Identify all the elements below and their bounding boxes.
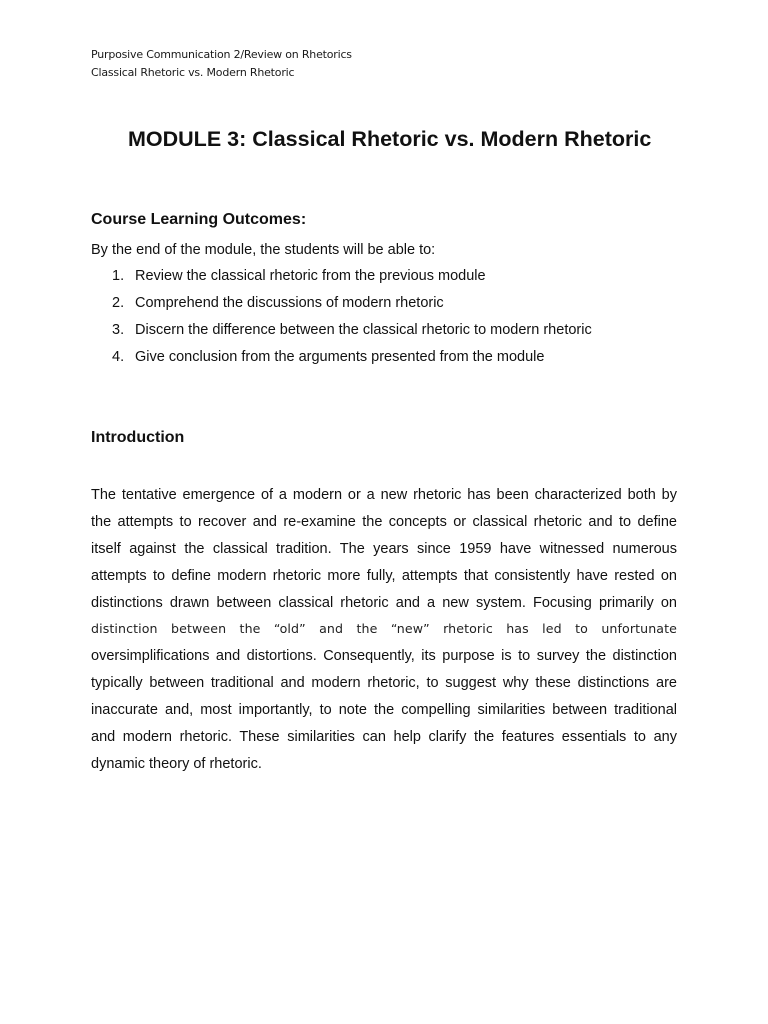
- introduction-paragraph: [91, 484, 677, 780]
- outcomes-heading: Course Learning Outcomes:: [91, 211, 307, 228]
- header-line-course: Purposive Communication 2/Review on Rhetorics: [91, 48, 352, 61]
- paragraph-line: attempts to define modern rhetoric more fully, attempts that consistently have rested on: [91, 567, 677, 584]
- module-title: MODULE 3: Classical Rhetoric vs. Modern Rhetoric: [128, 127, 652, 151]
- outcome-text: Review the classical rhetoric from the previous module: [135, 268, 486, 284]
- outcome-number: 3.: [112, 322, 125, 338]
- running-header: [91, 46, 352, 82]
- paragraph-line: the attempts to recover and re-examine the concepts or classical rhetoric and to define: [91, 513, 677, 530]
- paragraph-line: itself against the classical tradition. The years since 1959 have witnessed numerous: [91, 540, 677, 557]
- paragraph-line: and modern rhetoric. These similarities can help clarify the features essentials to any: [91, 729, 677, 746]
- paragraph-line: distinctions drawn between classical rhetoric and a new system. Focusing primarily on: [91, 594, 677, 611]
- outcome-number: 1.: [112, 268, 125, 284]
- outcome-text: Discern the difference between the classical rhetoric to modern rhetoric: [135, 322, 592, 338]
- paragraph-line: typically between traditional and modern rhetoric, to suggest why these distinctions are: [91, 675, 677, 692]
- outcome-text: Give conclusion from the arguments presented from the module: [135, 349, 545, 365]
- outcome-number: 2.: [112, 295, 125, 311]
- paragraph-line: The tentative emergence of a modern or a new rhetoric has been characterized both by: [91, 487, 677, 503]
- introduction-heading: Introduction: [91, 429, 185, 446]
- paragraph-line: inaccurate and, most importantly, to note the compelling similarities between traditional: [91, 702, 677, 719]
- outcome-number: 4.: [112, 349, 125, 365]
- header-line-topic: Classical Rhetoric vs. Modern Rhetoric: [91, 66, 295, 79]
- paragraph-line: distinction between the “old” and the “new” rhetoric has led to unfortunate: [91, 621, 677, 637]
- outcomes-intro: By the end of the module, the students will be able to:: [91, 242, 436, 258]
- paragraph-line: dynamic theory of rhetoric.: [91, 755, 262, 772]
- paragraph-line: oversimplifications and distortions. Consequently, its purpose is to survey the distinction: [91, 648, 677, 665]
- outcome-text: Comprehend the discussions of modern rhetoric: [135, 295, 444, 311]
